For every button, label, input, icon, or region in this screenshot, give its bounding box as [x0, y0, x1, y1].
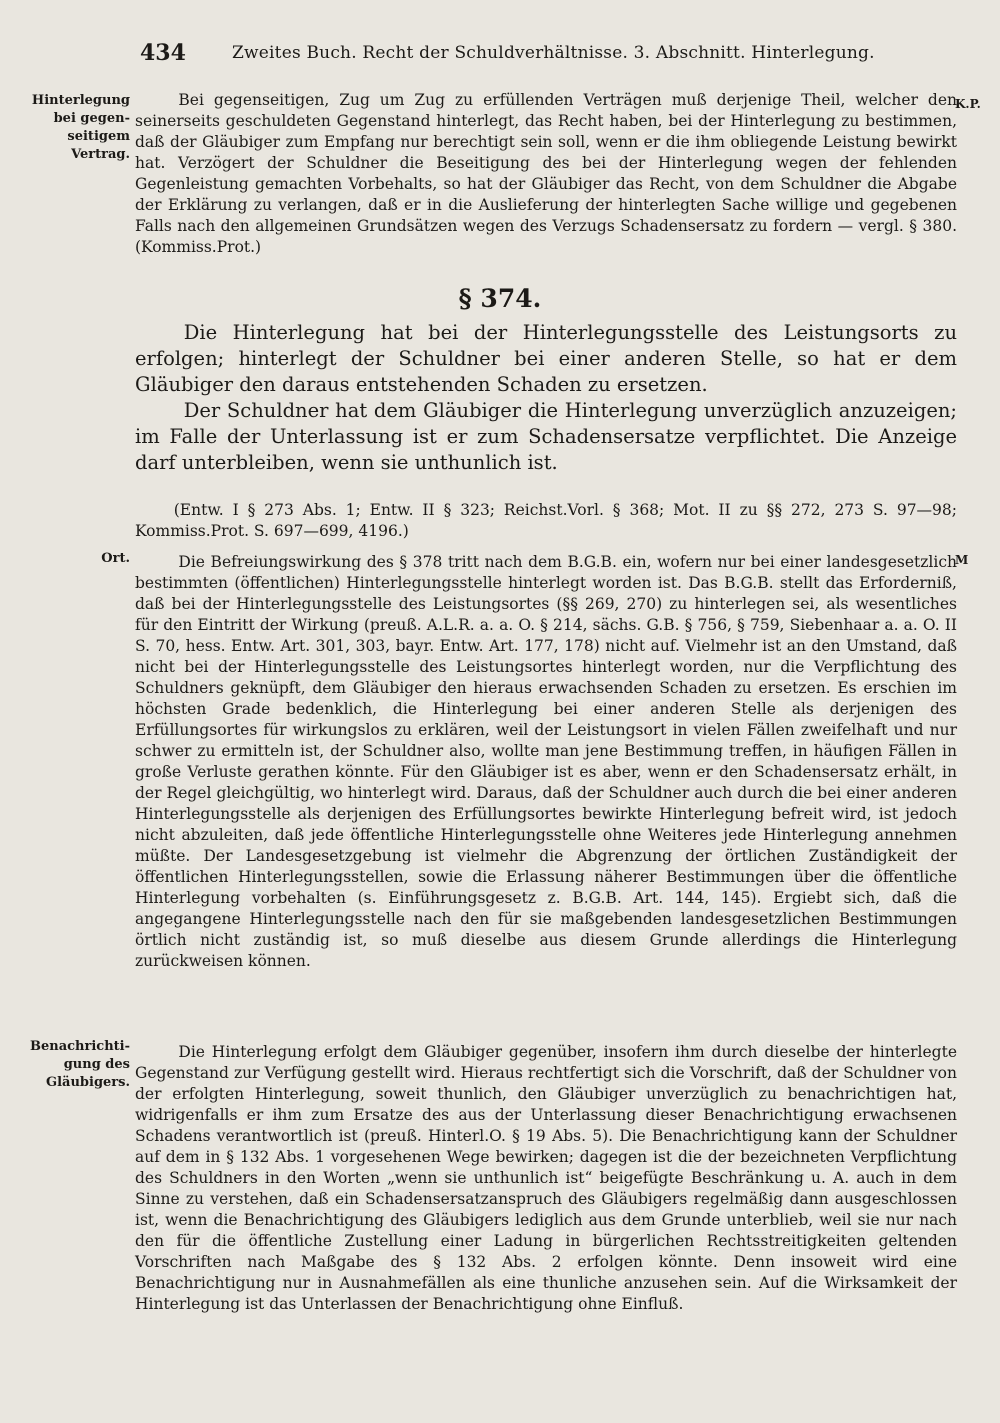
paragraph-benachrichtigung	[135, 1042, 957, 1315]
paragraph-text: Die Hinterlegung erfolgt dem Gläubiger gegenüber, insofern ihm durch dieselbe der hinterlegte Gegenstand zur Verfügung gestellt wird. Hieraus rechtfertigt sich die Vorschrift, daß der Schuldner von der erfolgten Hinterlegung, soweit thunlich, den Gläubiger unverzüglich zu benachrichtigen hat, widrigenfalls er ihm zum Ersatze des aus der Unterlassung dieser Benachrichtigung erwachsenen Schadens verantwortlich ist (preuß. Hinterl.O. § 19 Abs. 5). Die Benachrichtigung kann der Schuldner auf dem in § 132 Abs. 1 vorgesehenen Wege bewirken; dagegen ist die der bezeichneten Verpflichtung des Schuldners in den Worten „wenn sie unthunlich ist“ beigefügte Beschränkung u. A. auch in dem Sinne zu verstehen, daß ein Schadensersatzanspruch des Gläubigers regelmäßig dann ausgeschlossen ist, wenn die Benachrichtigung des Gläubigers lediglich aus dem Grunde unterblieb, weil sie nur nach den für die öffentliche Zustellung einer Ladung in bürgerlichen Rechtsstreitigkeiten geltenden Vorschriften nach Maßgabe des § 132 Abs. 2 erfolgen könnte. Denn insoweit wird eine Benachrichtigung nur in Ausnahmefällen als eine thunliche anzusehen sein. Auf die Wirksamkeit der Hinterlegung ist das Unterlassen der Benachrichtigung ohne Einfluß.	[135, 1043, 957, 1313]
statute-text	[135, 320, 957, 476]
statute-paragraph-1: Die Hinterlegung hat bei der Hinterlegungsstelle des Leistungsorts zu erfolgen; hinterlegt der Schuldner bei einer anderen Stelle, so hat er dem Gläubiger den daraus entstehenden Schaden zu ersetzen.	[135, 321, 957, 396]
margin-mark-kp: K.P.	[955, 97, 981, 111]
section-heading: § 374.	[458, 284, 542, 313]
citation-text: (Entw. I § 273 Abs. 1; Entw. II § 323; Reichst.Vorl. § 368; Mot. II zu §§ 272, 273 S. 97—98; Kommiss.Prot. S. 697—699, 4196.)	[135, 501, 957, 540]
running-title: Zweites Buch. Recht der Schuldverhältnisse. 3. Abschnitt. Hinterlegung.	[232, 43, 875, 63]
margin-note-ort: Ort.	[101, 551, 130, 566]
statute-paragraph-2: Der Schuldner hat dem Gläubiger die Hinterlegung unverzüglich anzuzeigen; im Falle der Unterlassung ist er zum Schadensersatze verpflichtet. Die Anzeige darf unterbleiben, wenn sie unthunlich ist.	[135, 399, 957, 474]
paragraph-gegenseitige-vertraege	[135, 90, 957, 258]
paragraph-ort	[135, 552, 957, 972]
page-header	[140, 40, 875, 74]
paragraph-text: Bei gegenseitigen, Zug um Zug zu erfüllenden Verträgen muß derjenige Theil, welcher den seinerseits geschuldeten Gegenstand hinterlegt, das Recht haben, bei der Hinterlegung zu bestimmen, daß der Gläubiger zum Empfang nur berechtigt sein soll, wenn er die ihm obliegende Leistung bewirkt hat. Verzögert der Schuldner die Beseitigung des bei der Hinterlegung wegen der fehlenden Gegenleistung gemachten Vorbehalts, so hat der Gläubiger das Recht, von dem Schuldner die Abgabe der Erklärung zu verlangen, daß er in die Auslieferung der hinterlegten Sache willige und gegebenen Falls nach den allgemeinen Grundsätzen wegen des Verzugs Schadensersatz zu fordern — vergl. § 380. (Kommiss.Prot.)	[135, 91, 957, 256]
paragraph-text: Die Befreiungswirkung des § 378 tritt nach dem B.G.B. ein, wofern nur bei einer landesgesetzlich bestimmten (öffentlichen) Hinterlegungsstelle hinterlegt worden ist. Das B.G.B. stellt das Erforderniß, daß bei der Hinterlegungsstelle des Leistungsortes (§§ 269, 270) zu hinterlegen sei, als wesentliches für den Eintritt der Wirkung (preuß. A.L.R. a. a. O. § 214, sächs. G.B. § 756, § 759, Siebenhaar a. a. O. II S. 70, hess. Entw. Art. 301, 303, bayr. Entw. Art. 177, 178) nicht auf. Vielmehr ist an den Umstand, daß nicht bei der Hinterlegungsstelle des Leistungsortes hinterlegt worden, nur die Verpflichtung des Schuldners geknüpft, dem Gläubiger den hieraus erwachsenden Schaden zu ersetzen. Es erschien im höchsten Grade bedenklich, die Hinterlegung bei einer anderen Stelle als derjenigen des Erfüllungsortes für wirkungslos zu erklären, weil der Leistungsort in vielen Fällen zweifelhaft und nur schwer zu ermitteln ist, der Schuldner also, wollte man jene Bestimmung treffen, in häufigen Fällen in große Verluste gerathen könnte. Für den Gläubiger ist es aber, wenn er den Schadensersatz erhält, in der Regel gleichgültig, wo hinterlegt wird. Daraus, daß der Schuldner auch durch die bei einer anderen Hinterlegungsstelle als derjenigen des Erfüllungsortes bewirkte Hinterlegung befreit wird, ist jedoch nicht abzuleiten, daß jede öffentliche Hinterlegungsstelle ohne Weiteres jede Hinterlegung annehmen müßte. Der Landesgesetzgebung ist vielmehr die Abgrenzung der örtlichen Zuständigkeit der öffentlichen Hinterlegungsstellen, sowie die Erlassung näherer Bestimmungen über die öffentliche Hinterlegung vorbehalten (s. Einführungsgesetz z. B.G.B. Art. 144, 145). Ergiebt sich, daß die angegangene Hinterlegungsstelle nach den für sie maßgebenden landesgesetzlichen Bestimmungen örtlich nicht zuständig ist, so muß dieselbe aus diesem Grunde allerdings die Hinterlegung zurückweisen können.	[135, 553, 957, 970]
margin-note-hinterlegung-vertrag: Hinterlegung bei gegen-seitigem Vertrag.	[31, 93, 130, 162]
margin-mark-m: M	[955, 553, 969, 567]
margin-note-benachrichtigung: Benachrichti-gung des Gläubigers.	[30, 1039, 130, 1090]
page-number: 434	[140, 40, 186, 66]
source-citation	[135, 500, 957, 542]
